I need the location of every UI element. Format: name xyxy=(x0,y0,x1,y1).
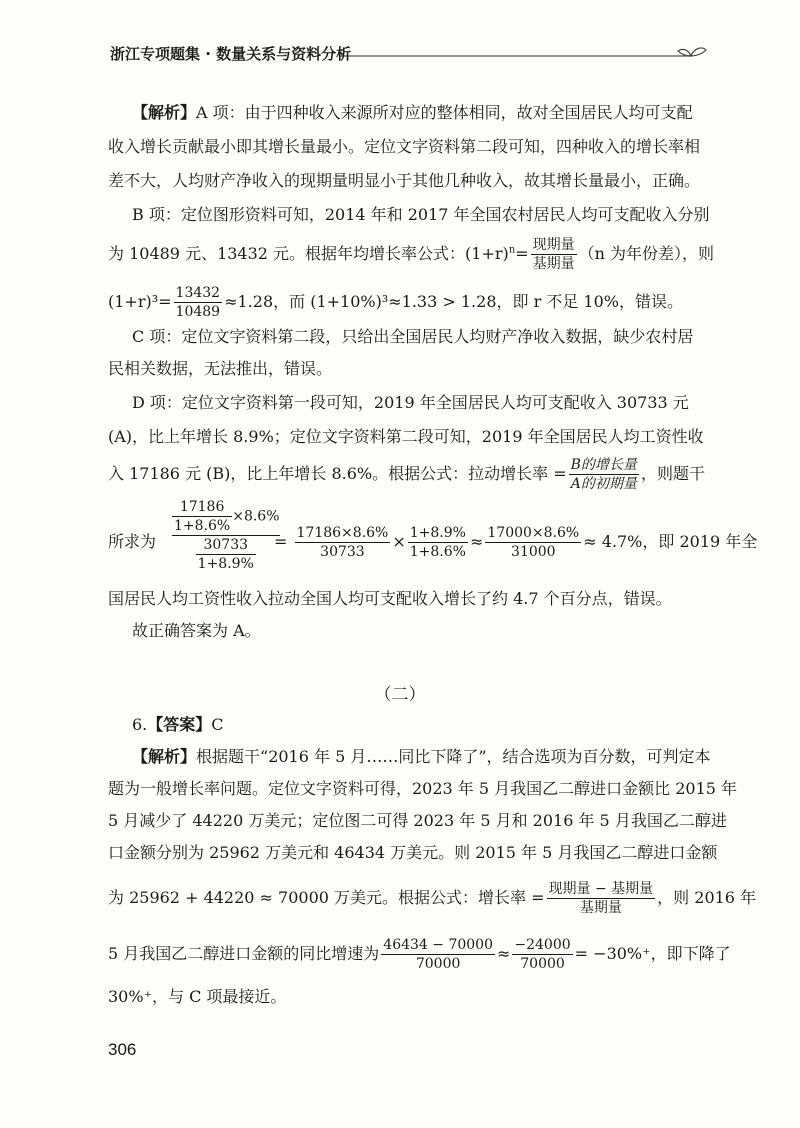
sprout-icon xyxy=(691,48,706,56)
fraction-denominator: 70000 xyxy=(415,956,461,972)
text-span: ，则 2016 年 xyxy=(657,888,757,907)
fraction-numerator: 13432 xyxy=(175,285,221,301)
text-span: = −30%⁺，即下降了 xyxy=(574,944,731,963)
fraction-denominator: A的初期量 xyxy=(570,476,637,492)
analysis-a-line3: 差不大，人均财产净收入的现期量明显小于其他几种收入，故其增长量最小，正确。 xyxy=(108,171,701,190)
analysis-d-line5: 国居民人均工资性收入拉动全国人均可支配收入增长了约 4.7 个百分点，错误。 xyxy=(108,589,672,608)
fraction-denominator: 基期量 xyxy=(579,900,622,916)
page-number: 306 xyxy=(108,1040,137,1059)
analysis-a-line1 xyxy=(132,102,732,124)
q6-line3: 5 月减少了 44220 万美元；定位图二可得 2023 年 5 月和 2016 年 5 月我国乙二醇进 xyxy=(108,811,727,830)
q6-line2: 题为一般增长率问题。定位文字资料可得，2023 年 5 月我国乙二醇进口金额比 2015 年 xyxy=(108,779,738,798)
fraction-denominator: 1+8.6% xyxy=(174,518,231,534)
fraction xyxy=(531,236,577,273)
fraction-denominator: 1+8.6% xyxy=(409,544,466,560)
fraction-denominator: 10489 xyxy=(175,304,221,320)
analysis-c-line1: C 项：定位文字资料第二段，只给出全国居民人均财产净收入数据，缺少农村居 xyxy=(132,327,694,346)
text-span: ≈ xyxy=(469,532,484,551)
fraction xyxy=(569,456,639,493)
text-span: ≈ xyxy=(496,944,511,963)
answer-label: 【答案】 xyxy=(147,715,212,734)
analysis-label: 【解析】 xyxy=(132,747,197,766)
analysis-d-line1: D 项：定位文字资料第一段可知，2019 年全国居民人均可支配收入 30733 元 xyxy=(132,393,689,412)
q6-answer xyxy=(132,714,732,736)
text-span: (1+r)³= xyxy=(108,292,172,311)
section-title: （二） xyxy=(374,685,426,705)
fraction-denominator: 31000 xyxy=(511,544,556,560)
text-span: （n 为年份差），则 xyxy=(578,244,715,263)
q6-line7: 30%⁺，与 C 项最接近。 xyxy=(108,987,287,1006)
analysis-b-line2 xyxy=(108,236,715,273)
header-title: 浙江专项题集 · 数量关系与资料分析 xyxy=(110,45,352,63)
q6-line6 xyxy=(108,936,731,973)
analysis-a-line2: 收入增长贡献最小即其增长量最小。定位文字资料第二段可知，四种收入的增长率相 xyxy=(108,137,701,156)
fraction-numerator: 17000×8.6% xyxy=(487,525,580,541)
text-span: ≈1.28，而 (1+10%)³≈1.33 > 1.28，即 r 不足 10%，错误。 xyxy=(224,292,683,311)
analysis-conclusion: 故正确答案为 A。 xyxy=(132,621,261,640)
fraction-numerator: 现期量 xyxy=(532,237,575,253)
q6-line1 xyxy=(132,746,732,768)
text-span: 5 月我国乙二醇进口金额的同比增速为 xyxy=(108,944,380,963)
text-span: A 项：由于四种收入来源所对应的整体相同，故对全国居民人均可支配 xyxy=(196,103,693,122)
fraction-denominator: 30733 xyxy=(320,544,365,560)
analysis-b-line1: B 项：定位图形资料可知，2014 年和 2017 年全国农村居民人均可支配收入分别 xyxy=(132,205,710,224)
text-span: × xyxy=(392,532,406,551)
analysis-d-formula-row xyxy=(108,524,757,561)
text-span: = xyxy=(274,532,288,551)
fraction xyxy=(174,284,223,321)
fraction-denominator: 基期量 xyxy=(532,256,575,272)
text-span: = xyxy=(515,244,529,263)
text-span: 根据题干“2016 年 5 月……同比下降了”，结合选项为百分数，可判定本 xyxy=(196,747,711,766)
text-span: 入 17186 元 (B)，比上年增长 8.6%。根据公式：拉动增长率 = xyxy=(108,464,567,483)
question-number: 6. xyxy=(132,715,148,734)
analysis-d-line3 xyxy=(108,456,708,493)
fraction xyxy=(408,524,468,561)
fraction xyxy=(512,936,572,973)
leaf-icon xyxy=(678,49,691,56)
text-span: ，则题干 xyxy=(640,464,705,483)
fraction-numerator: 46434 − 70000 xyxy=(383,937,493,953)
fraction xyxy=(485,524,581,561)
fraction xyxy=(381,936,495,973)
fraction xyxy=(295,524,391,561)
fraction-numerator: 1+8.9% xyxy=(409,525,466,541)
running-header xyxy=(110,44,710,74)
text-span: 所求为 xyxy=(108,532,157,551)
text-span: ≈ 4.7%，即 2019 年全 xyxy=(583,532,758,551)
analysis-c-line2: 民相关数据，无法推出，错误。 xyxy=(108,359,333,378)
exponent: n xyxy=(508,244,516,256)
fraction-numerator: 30733 xyxy=(196,536,256,555)
text-span: ×8.6% xyxy=(232,508,280,525)
q6-line4: 口金额分别为 25962 万美元和 46434 万美元。则 2015 年 5 月我国乙二醇进口金额 xyxy=(108,843,718,862)
analysis-b-line3 xyxy=(108,284,708,321)
answer-value: C xyxy=(211,715,224,734)
fraction-numerator: B的增长量 xyxy=(570,457,637,473)
fraction-numerator: 现期量 − 基期量 xyxy=(548,881,654,897)
fraction xyxy=(547,880,656,917)
analysis-label: 【解析】 xyxy=(132,103,197,122)
text-span: 为 10489 元、13432 元。根据年均增长率公式：(1+r) xyxy=(108,244,509,263)
fraction-numerator: −24000 xyxy=(514,937,571,953)
analysis-d-line2: (A)，比上年增长 8.9%；定位文字资料第二段可知，2019 年全国居民人均工资性收 xyxy=(108,427,704,446)
fraction-numerator: 17186 xyxy=(172,498,232,517)
fraction-denominator: 70000 xyxy=(520,956,565,972)
fraction-numerator: 17186×8.6% xyxy=(296,525,389,541)
q6-line5 xyxy=(108,880,757,917)
text-span: 为 25962 + 44220 ≈ 70000 万美元。根据公式：增长率 = xyxy=(108,888,545,907)
fraction-denominator: 1+8.9% xyxy=(197,556,254,572)
